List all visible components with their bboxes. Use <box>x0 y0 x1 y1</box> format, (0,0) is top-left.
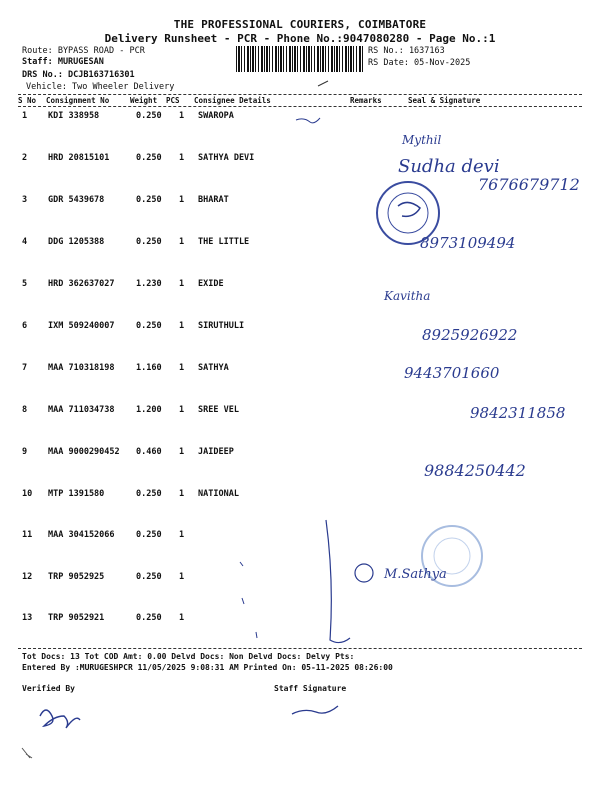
rs-number: RS No.: 1637163 <box>368 46 445 56</box>
row-consignee: SWAROPA <box>198 111 234 121</box>
row-sno: 4 <box>22 237 28 247</box>
row-consignment: MAA 9000290452 <box>48 447 120 457</box>
row-consignee: EXIDE <box>198 279 224 289</box>
corner-pen-mark <box>22 748 32 758</box>
row-weight: 1.230 <box>136 279 162 289</box>
row-pcs: 1 <box>179 530 185 540</box>
entered-by-line: Entered By :MURUGESHPCR 11/05/2025 9:08:31 AM Printed On: 05-11-2025 08:26:00 <box>22 663 393 672</box>
row-sno: 10 <box>22 489 33 499</box>
row-2-phone: 7676679712 <box>478 175 580 194</box>
row-pcs: 1 <box>179 153 185 163</box>
col-header-seal-signature: Seal & Signature <box>408 96 481 105</box>
col-header-weight: Weight <box>130 96 158 105</box>
row-consignee: THE LITTLE <box>198 237 250 247</box>
row-weight: 1.160 <box>136 363 162 373</box>
row-6-phone: 8925926922 <box>422 326 518 344</box>
row-12-signature: M.Sathya <box>384 567 447 582</box>
row-sno: 8 <box>22 405 28 415</box>
row-weight: 0.250 <box>136 321 162 331</box>
row-pcs: 1 <box>179 195 185 205</box>
row-consignment: TRP 9052925 <box>48 572 105 582</box>
totals-line: Tot Docs: 13 Tot COD Amt: 0.00 Delvd Docs: Non Delvd Docs: Delvy Pts: <box>22 652 355 661</box>
row-consignment: IXM 509240007 <box>48 321 115 331</box>
row-weight: 0.250 <box>136 195 162 205</box>
row-12-circle-mark <box>355 564 373 582</box>
row-weight: 0.250 <box>136 489 162 499</box>
row-sno: 6 <box>22 321 28 331</box>
row-5-signature: Kavitha <box>384 289 431 303</box>
row-consignment: MTP 1391580 <box>48 489 105 499</box>
row-weight: 0.250 <box>136 572 162 582</box>
col-header-consignment: Consignment No <box>46 96 110 105</box>
row-4-phone: 8973109494 <box>420 234 516 252</box>
row-weight: 0.250 <box>136 153 162 163</box>
row-pcs: 1 <box>179 237 185 247</box>
row-consignment: MAA 304152066 <box>48 530 115 540</box>
pencil-tick-marks <box>240 562 257 638</box>
row-sno: 5 <box>22 279 28 289</box>
row-pcs: 1 <box>179 363 185 373</box>
drs-number: DRS No.: DCJB163716301 <box>22 70 135 80</box>
row-consignee: SATHYA <box>198 363 229 373</box>
route-info: Route: BYPASS ROAD - PCR <box>22 46 145 56</box>
row-pcs: 1 <box>179 321 185 331</box>
row-consignment: MAA 710318198 <box>48 363 115 373</box>
row-pcs: 1 <box>179 613 185 623</box>
row-consignee: NATIONAL <box>198 489 239 499</box>
row-sno: 12 <box>22 572 33 582</box>
verified-by-label: Verified By <box>22 684 75 693</box>
row-8-phone: 9842311858 <box>470 404 566 422</box>
margin-bracket-stroke <box>326 520 350 643</box>
document-title: THE PROFESSIONAL COURIERS, COIMBATORE <box>173 18 427 31</box>
row-sno: 3 <box>22 195 28 205</box>
row-consignment: MAA 711034738 <box>48 405 115 415</box>
row-consignee: SATHYA DEVI <box>198 153 255 163</box>
row-consignment: TRP 9052921 <box>48 613 105 623</box>
row-sno: 7 <box>22 363 28 373</box>
row-9-phone: 9884250442 <box>424 461 526 480</box>
row-consignment: KDI 338958 <box>48 111 100 121</box>
staff-signature-label: Staff Signature <box>274 684 347 693</box>
row-consignee: BHARAT <box>198 195 229 205</box>
row-pcs: 1 <box>179 572 185 582</box>
row-consignment: DDG 1205388 <box>48 237 105 247</box>
row-2-name-signature: Sudha devi <box>398 156 500 177</box>
row-weight: 1.200 <box>136 405 162 415</box>
row-consignee: SREE VEL <box>198 405 239 415</box>
staff-info: Staff: MURUGESAN <box>22 57 104 67</box>
col-header-remarks: Remarks <box>350 96 382 105</box>
rs-date: RS Date: 05-Nov-2025 <box>368 58 471 68</box>
verified-by-signature <box>40 710 80 728</box>
row-1-signature: Mythil <box>402 133 442 147</box>
col-header-sno: S No <box>18 96 37 105</box>
row-pcs: 1 <box>179 405 185 415</box>
document-subtitle: Delivery Runsheet - PCR - Phone No.:9047080280 - Page No.:1 <box>104 32 496 45</box>
row-pcs: 1 <box>179 489 185 499</box>
row-weight: 0.250 <box>136 237 162 247</box>
row-weight: 0.460 <box>136 447 162 457</box>
vehicle-info: Vehicle: Two Wheeler Delivery <box>26 82 175 92</box>
col-header-consignee: Consignee Details <box>194 96 271 105</box>
row-consignee: JAIDEEP <box>198 447 234 457</box>
row-pcs: 1 <box>179 279 185 289</box>
row-weight: 0.250 <box>136 613 162 623</box>
row-sno: 1 <box>22 111 28 121</box>
row-consignment: GDR 5439678 <box>48 195 105 205</box>
row-pcs: 1 <box>179 447 185 457</box>
row-sno: 11 <box>22 530 33 540</box>
row-sno: 13 <box>22 613 33 623</box>
row-sno: 2 <box>22 153 28 163</box>
row-consignee: SIRUTHULI <box>198 321 245 331</box>
col-header-pcs: PCS <box>166 96 180 105</box>
row-weight: 0.250 <box>136 530 162 540</box>
row-7-phone: 9443701660 <box>404 364 500 382</box>
row-1-squiggle-mark <box>296 118 320 123</box>
staff-signature-mark <box>292 706 338 714</box>
header-scribble <box>318 81 328 86</box>
row-weight: 0.250 <box>136 111 162 121</box>
row-consignment: HRD 362637027 <box>48 279 115 289</box>
row-pcs: 1 <box>179 111 185 121</box>
row-consignment: HRD 20815101 <box>48 153 110 163</box>
row-sno: 9 <box>22 447 28 457</box>
